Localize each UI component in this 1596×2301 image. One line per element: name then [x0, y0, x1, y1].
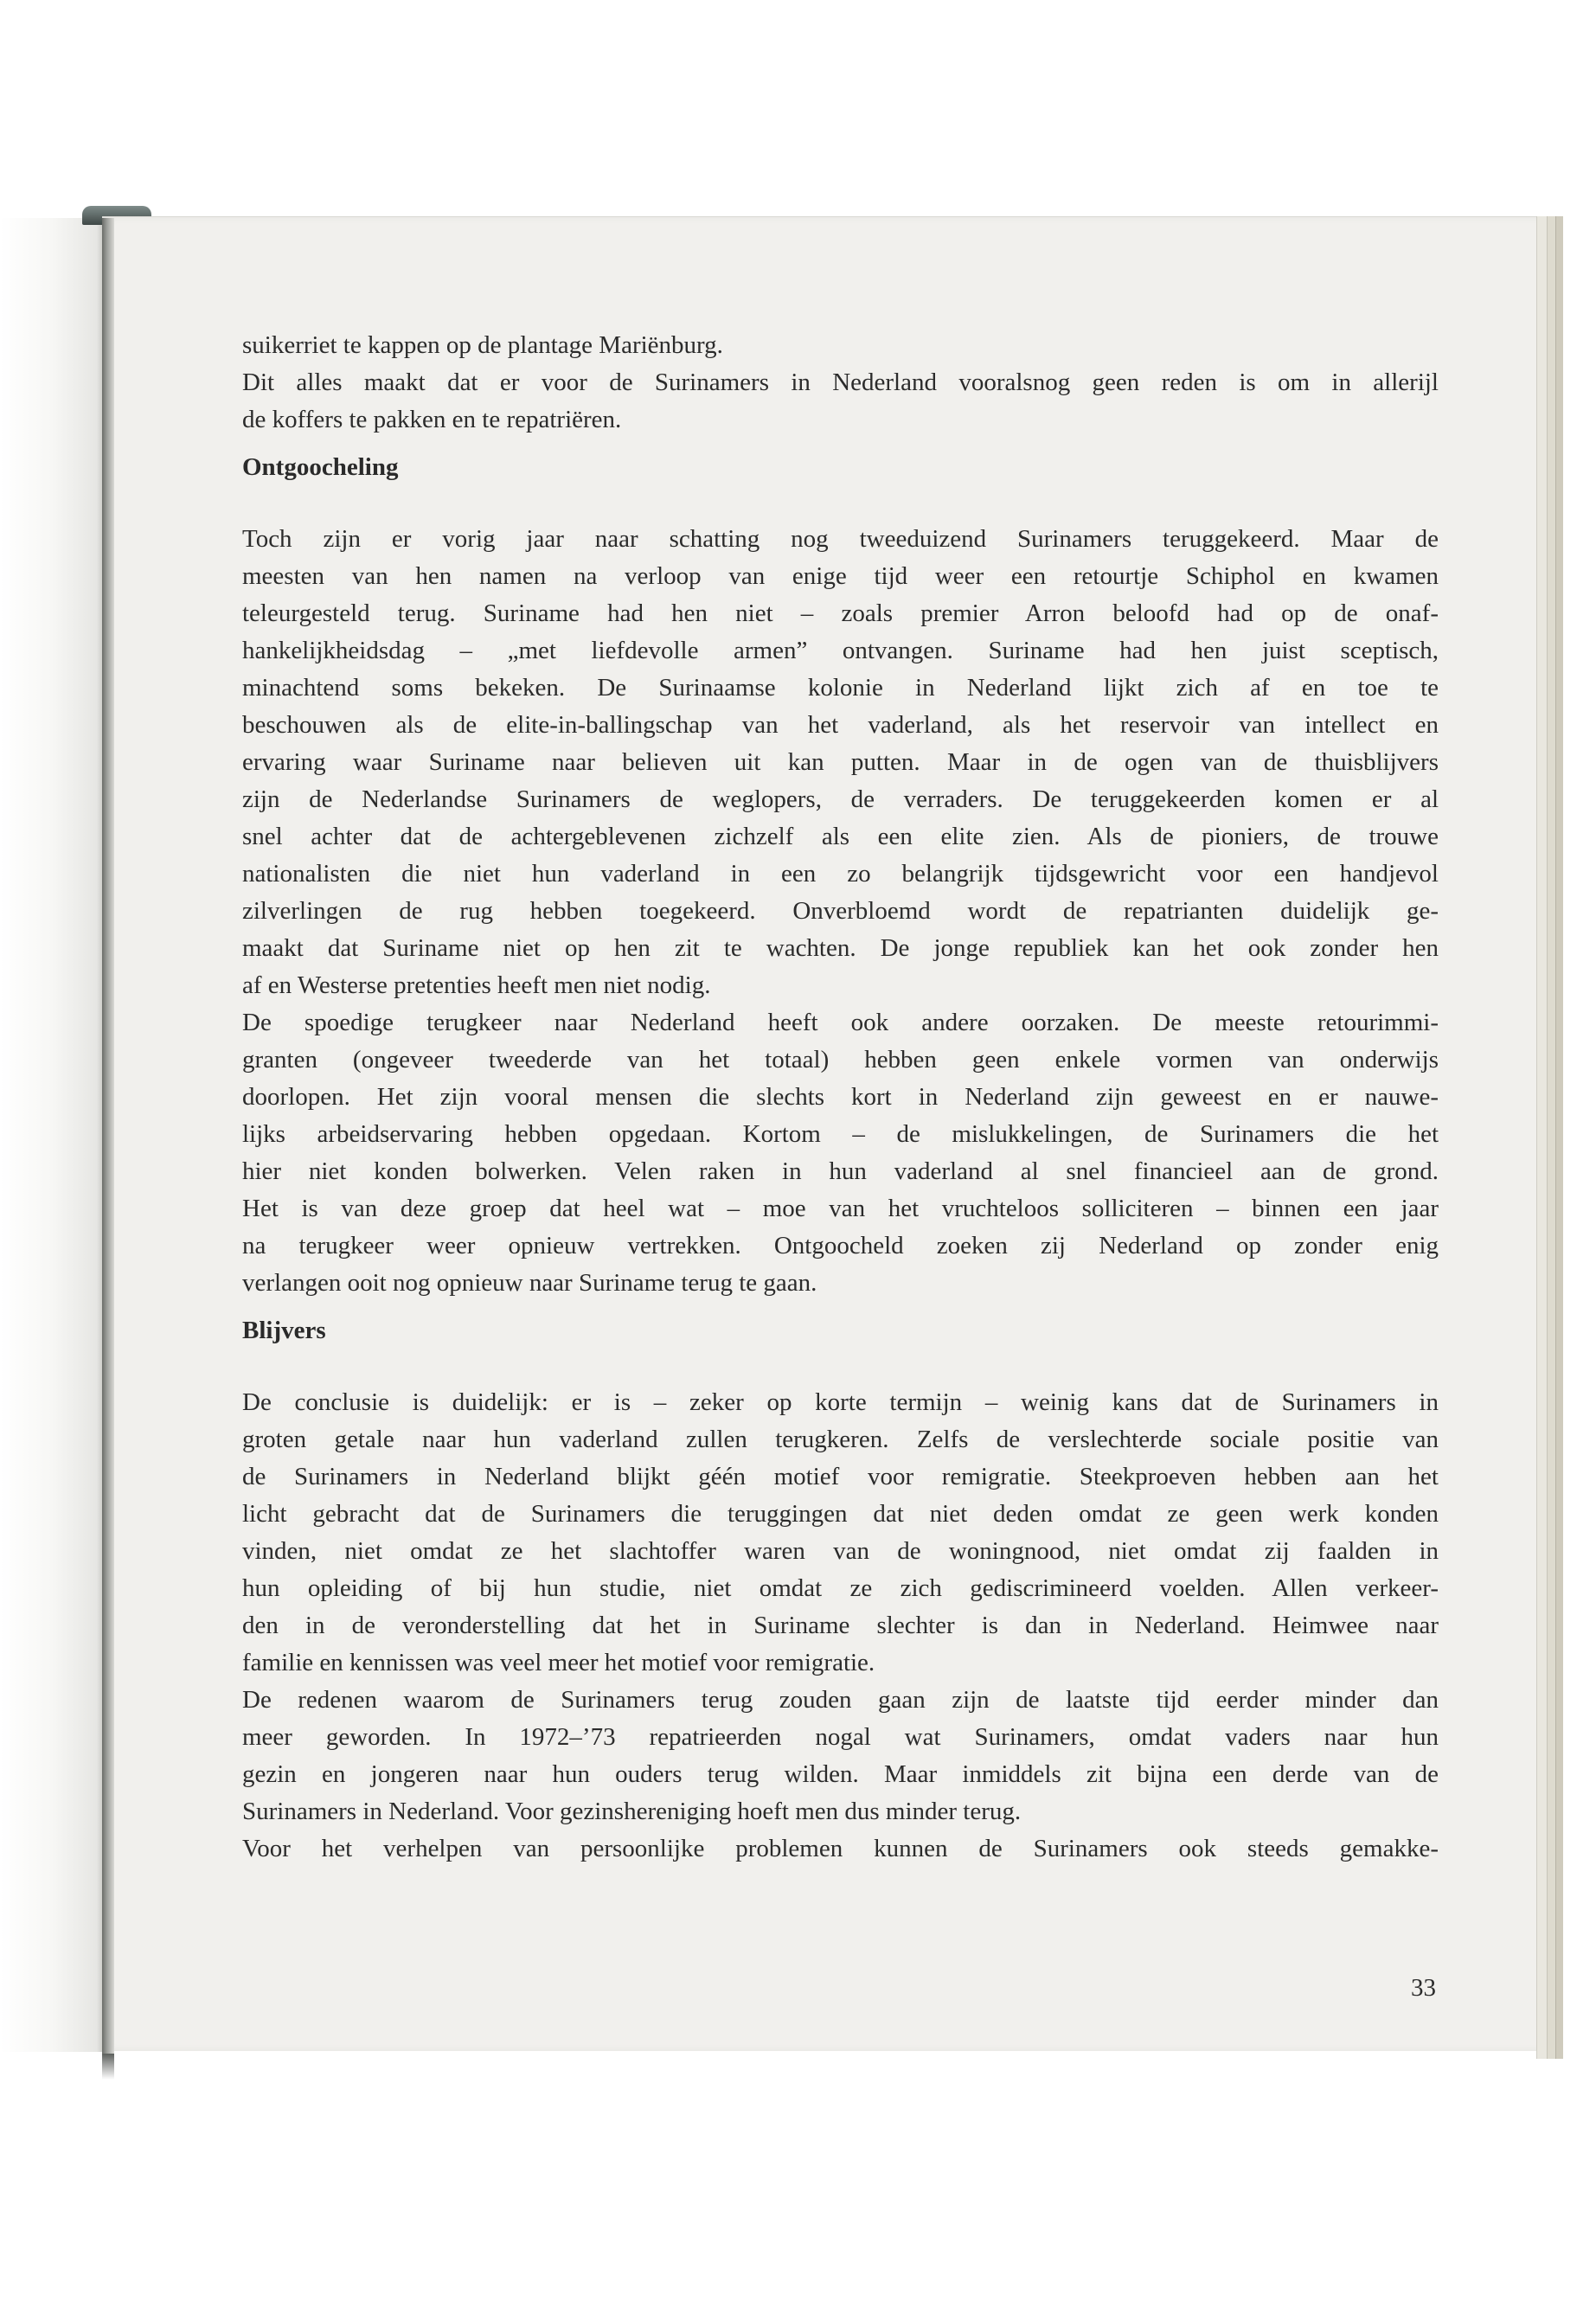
text-line: licht gebracht dat de Surinamers die teruggingen dat niet deden omdat ze geen werk konden — [242, 1500, 1439, 1528]
text-line: snel achter dat de achtergeblevenen zichzelf als een elite zien. Als de pioniers, de trouwe — [242, 823, 1439, 850]
text-line: minachtend soms bekeken. De Surinaamse kolonie in Nederland lijkt zich af en toe te — [242, 674, 1439, 702]
text-line: vinden, niet omdat ze het slachtoffer waren van de woningnood, niet omdat zij faalden in — [242, 1537, 1439, 1565]
section-heading: Blijvers — [242, 1317, 326, 1344]
text-line: De spoedige terugkeer naar Nederland heeft ook andere oorzaken. De meeste retourimmi- — [242, 1009, 1439, 1036]
text-line: af en Westerse pretenties heeft men niet nodig. — [242, 971, 711, 999]
text-line: teleurgesteld terug. Suriname had hen niet – zoals premier Arron beloofd had op de onaf- — [242, 599, 1439, 627]
spine-shadow — [102, 218, 114, 2054]
text-line: familie en kennissen was veel meer het motief voor remigratie. — [242, 1649, 875, 1676]
text-line: hun opleiding of bij hun studie, niet omdat ze zich gediscrimineerd voelden. Allen verkeer- — [242, 1574, 1439, 1602]
spine-foot — [102, 2054, 114, 2080]
text-line: Toch zijn er vorig jaar naar schatting nog tweeduizend Surinamers teruggekeerd. Maar de — [242, 525, 1439, 553]
body-text — [242, 327, 1439, 1868]
text-line: ervaring waar Suriname naar believen uit kan putten. Maar in de ogen van de thuisblijvers — [242, 748, 1439, 776]
page-number: 33 — [1411, 1974, 1436, 2002]
text-line: zijn de Nederlandse Surinamers de weglopers, de verraders. De teruggekeerden komen er al — [242, 785, 1439, 813]
text-line: Het is van deze groep dat heel wat – moe van het vruchteloos solliciteren – binnen een jaar — [242, 1195, 1439, 1222]
text-line: meer geworden. In 1972–’73 repatrieerden nogal wat Surinamers, omdat vaders naar hun — [242, 1723, 1439, 1751]
section-heading: Ontgoocheling — [242, 453, 399, 481]
text-line: Voor het verhelpen van persoonlijke problemen kunnen de Surinamers ook steeds gemakke- — [242, 1835, 1439, 1862]
text-line: Dit alles maakt dat er voor de Surinamers in Nederland vooralsnog geen reden is om in allerijl — [242, 369, 1439, 396]
text-line: Surinamers in Nederland. Voor gezinshereniging hoeft men dus minder terug. — [242, 1798, 1022, 1825]
text-line: den in de veronderstelling dat het in Suriname slechter is dan in Nederland. Heimwee naar — [242, 1612, 1439, 1639]
text-line: De redenen waarom de Surinamers terug zouden gaan zijn de laatste tijd eerder minder dan — [242, 1686, 1439, 1714]
text-line: nationalisten die niet hun vaderland in een zo belangrijk tijdsgewricht voor een handjevol — [242, 860, 1439, 888]
text-line: groten getale naar hun vaderland zullen terugkeren. Zelfs de verslechterde sociale positie van — [242, 1426, 1439, 1453]
text-line: suikerriet te kappen op de plantage Mariënburg. — [242, 331, 723, 359]
text-line: hier niet konden bolwerken. Velen raken in hun vaderland al snel financieel aan de grond. — [242, 1157, 1439, 1185]
text-line: gezin en jongeren naar hun ouders terug wilden. Maar inmiddels zit bijna een derde van de — [242, 1760, 1439, 1788]
text-line: verlangen ooit nog opnieuw naar Suriname terug te gaan. — [242, 1269, 817, 1297]
section-body — [242, 1384, 1439, 1868]
text-line: maakt dat Suriname niet op hen zit te wachten. De jonge republiek kan het ook zonder hen — [242, 934, 1439, 962]
text-line: zilverlingen de rug hebben toegekeerd. Onverbloemd wordt de repatrianten duidelijk ge- — [242, 897, 1439, 925]
text-line: doorlopen. Het zijn vooral mensen die slechts kort in Nederland zijn geweest en er nauwe- — [242, 1083, 1439, 1111]
text-line: granten (ongeveer tweederde van het totaal) hebben geen enkele vormen van onderwijs — [242, 1046, 1439, 1074]
book-binding — [0, 218, 102, 2052]
text-line: beschouwen als de elite-in-ballingschap van het vaderland, als het reservoir van intellect en — [242, 711, 1439, 739]
text-line: hankelijkheidsdag – „met liefdevolle armen” ontvangen. Suriname had hen juist sceptisch, — [242, 637, 1439, 664]
text-line: na terugkeer weer opnieuw vertrekken. Ontgoocheld zoeken zij Nederland op zonder enig — [242, 1232, 1439, 1259]
text-line: de koffers te pakken en te repatriëren. — [242, 406, 622, 433]
text-line: De conclusie is duidelijk: er is – zeker op korte termijn – weinig kans dat de Surinamers in — [242, 1388, 1439, 1416]
section-body — [242, 521, 1439, 1302]
text-line: meesten van hen namen na verloop van enige tijd weer een retourtje Schiphol en kwamen — [242, 562, 1439, 590]
page-edge — [1555, 216, 1563, 2059]
text-line: de Surinamers in Nederland blijkt géén motief voor remigratie. Steekproeven hebben aan het — [242, 1463, 1439, 1490]
text-line: lijks arbeidservaring hebben opgedaan. Kortom – de mislukkelingen, de Surinamers die het — [242, 1120, 1439, 1148]
